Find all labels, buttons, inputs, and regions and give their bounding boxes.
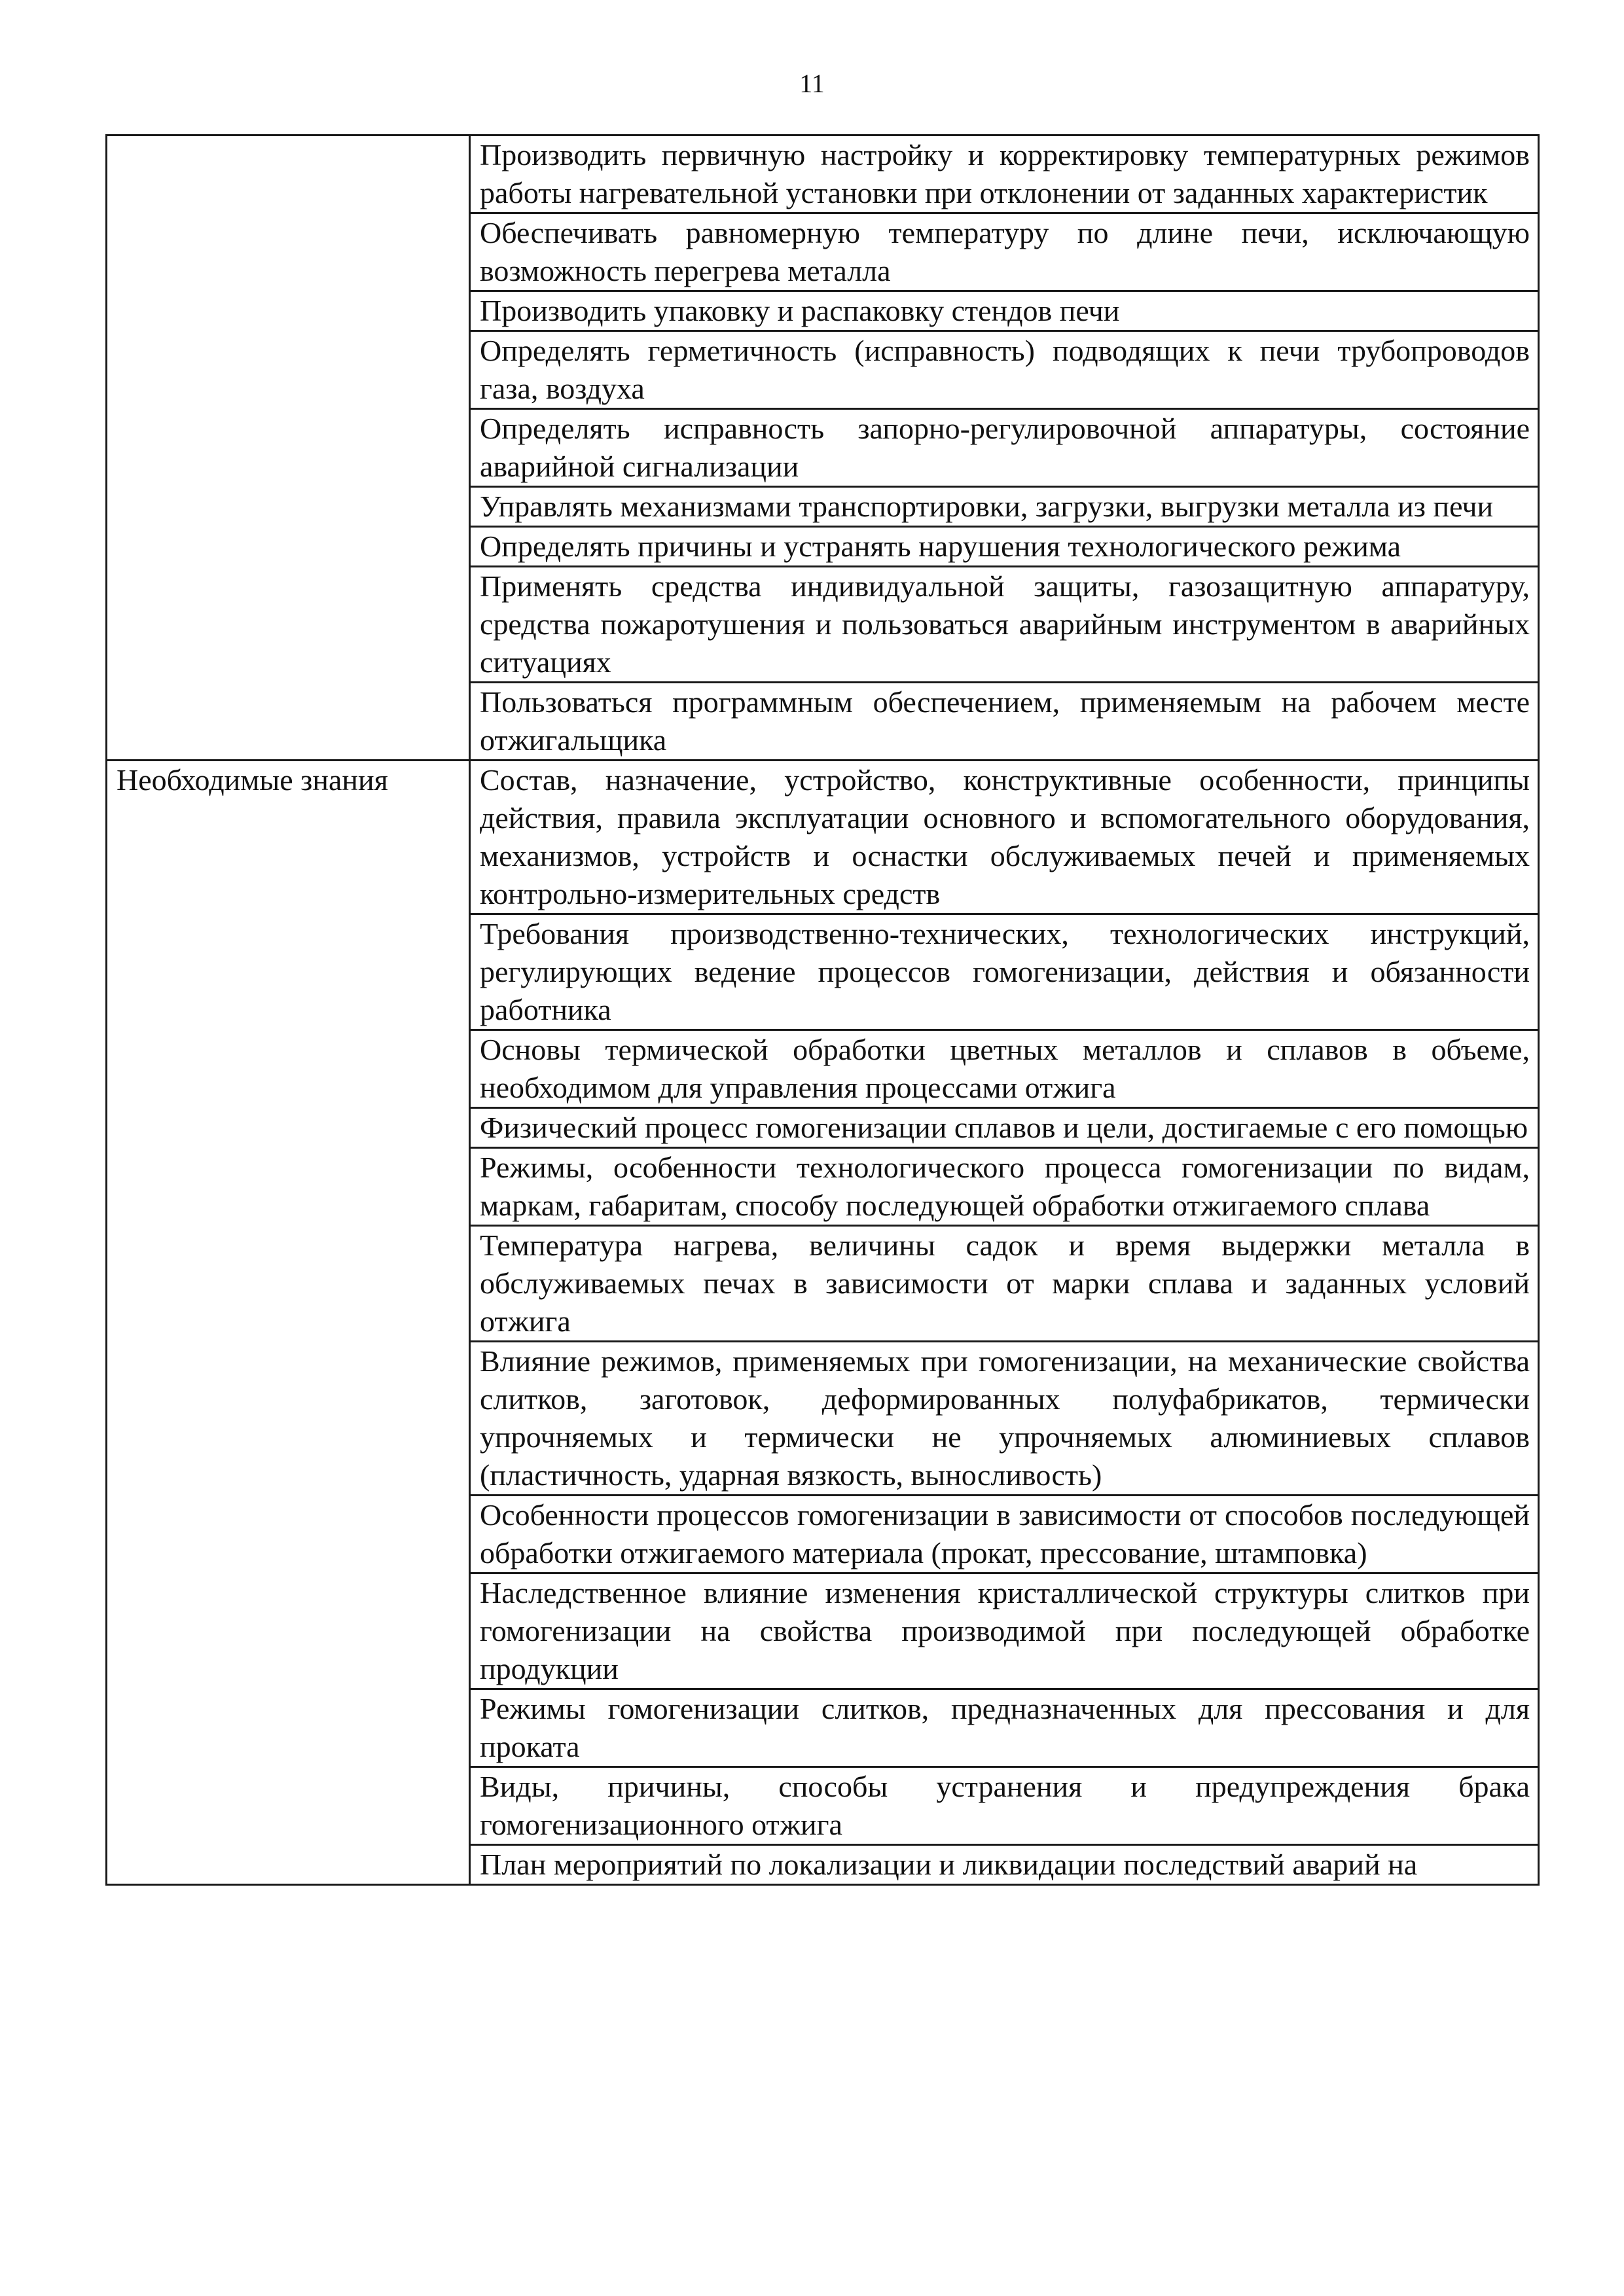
table-cell: Требования производственно-технических, технологических инструкций, регулирующих ведение процессов гомогенизации, действия и обязанности работника xyxy=(470,914,1539,1030)
table-body xyxy=(107,135,1539,1885)
table-cell: Особенности процессов гомогенизации в зависимости от способов последующей обработки отжигаемого материала (прокат, прессование, штамповка) xyxy=(470,1496,1539,1573)
table-cell: Управлять механизмами транспортировки, загрузки, выгрузки металла из печи xyxy=(470,487,1539,527)
table-cell: Применять средства индивидуальной защиты, газозащитную аппаратуру, средства пожаротушения и пользоваться аварийным инструментом в аварийных ситуациях xyxy=(470,567,1539,683)
table-cell: Производить первичную настройку и корректировку температурных режимов работы нагревательной установки при отклонении от заданных характеристик xyxy=(470,135,1539,213)
table-cell: Обеспечивать равномерную температуру по длине печи, исключающую возможность перегрева металла xyxy=(470,213,1539,291)
section-label-skills xyxy=(107,135,470,761)
table-row xyxy=(107,761,1539,914)
table-cell: Определять герметичность (исправность) подводящих к печи трубопроводов газа, воздуха xyxy=(470,331,1539,409)
table-cell: Наследственное влияние изменения кристаллической структуры слитков при гомогенизации на свойства производимой при последующей обработке продукции xyxy=(470,1573,1539,1689)
table-cell: Температура нагрева, величины садок и время выдержки металла в обслуживаемых печах в зависимости от марки сплава и заданных условий отжига xyxy=(470,1226,1539,1342)
table-cell: Состав, назначение, устройство, конструктивные особенности, принципы действия, правила эксплуатации основного и вспомогательного оборудования, механизмов, устройств и оснастки обслуживаемых печей и применяемых контрольно-измерительных средств xyxy=(470,761,1539,914)
table-cell: Виды, причины, способы устранения и предупреждения брака гомогенизационного отжига xyxy=(470,1767,1539,1845)
table-cell: Влияние режимов, применяемых при гомогенизации, на механические свойства слитков, заготовок, деформированных полуфабрикатов, термически упрочняемых и термически не упрочняемых алюминиевых сплавов (пластичность, ударная вязкость, выносливость) xyxy=(470,1342,1539,1496)
table-cell: План мероприятий по локализации и ликвидации последствий аварий на xyxy=(470,1845,1539,1885)
page-number: 11 xyxy=(799,69,825,98)
table-cell: Пользоваться программным обеспечением, применяемым на рабочем месте отжигальщика xyxy=(470,683,1539,761)
section-label-knowledge: Необходимые знания xyxy=(107,761,470,1885)
table-cell: Определять исправность запорно-регулировочной аппаратуры, состояние аварийной сигнализации xyxy=(470,409,1539,487)
table-cell: Основы термической обработки цветных металлов и сплавов в объеме, необходимом для управления процессами отжига xyxy=(470,1030,1539,1108)
table-cell: Определять причины и устранять нарушения технологического режима xyxy=(470,527,1539,567)
table-row xyxy=(107,135,1539,213)
requirements-table xyxy=(105,134,1540,1886)
table-cell: Физический процесс гомогенизации сплавов и цели, достигаемые с его помощью xyxy=(470,1108,1539,1148)
table-cell: Режимы, особенности технологического процесса гомогенизации по видам, маркам, габаритам, способу последующей обработки отжигаемого сплава xyxy=(470,1148,1539,1226)
table-cell: Производить упаковку и распаковку стендов печи xyxy=(470,291,1539,331)
table-cell: Режимы гомогенизации слитков, предназначенных для прессования и для проката xyxy=(470,1689,1539,1767)
